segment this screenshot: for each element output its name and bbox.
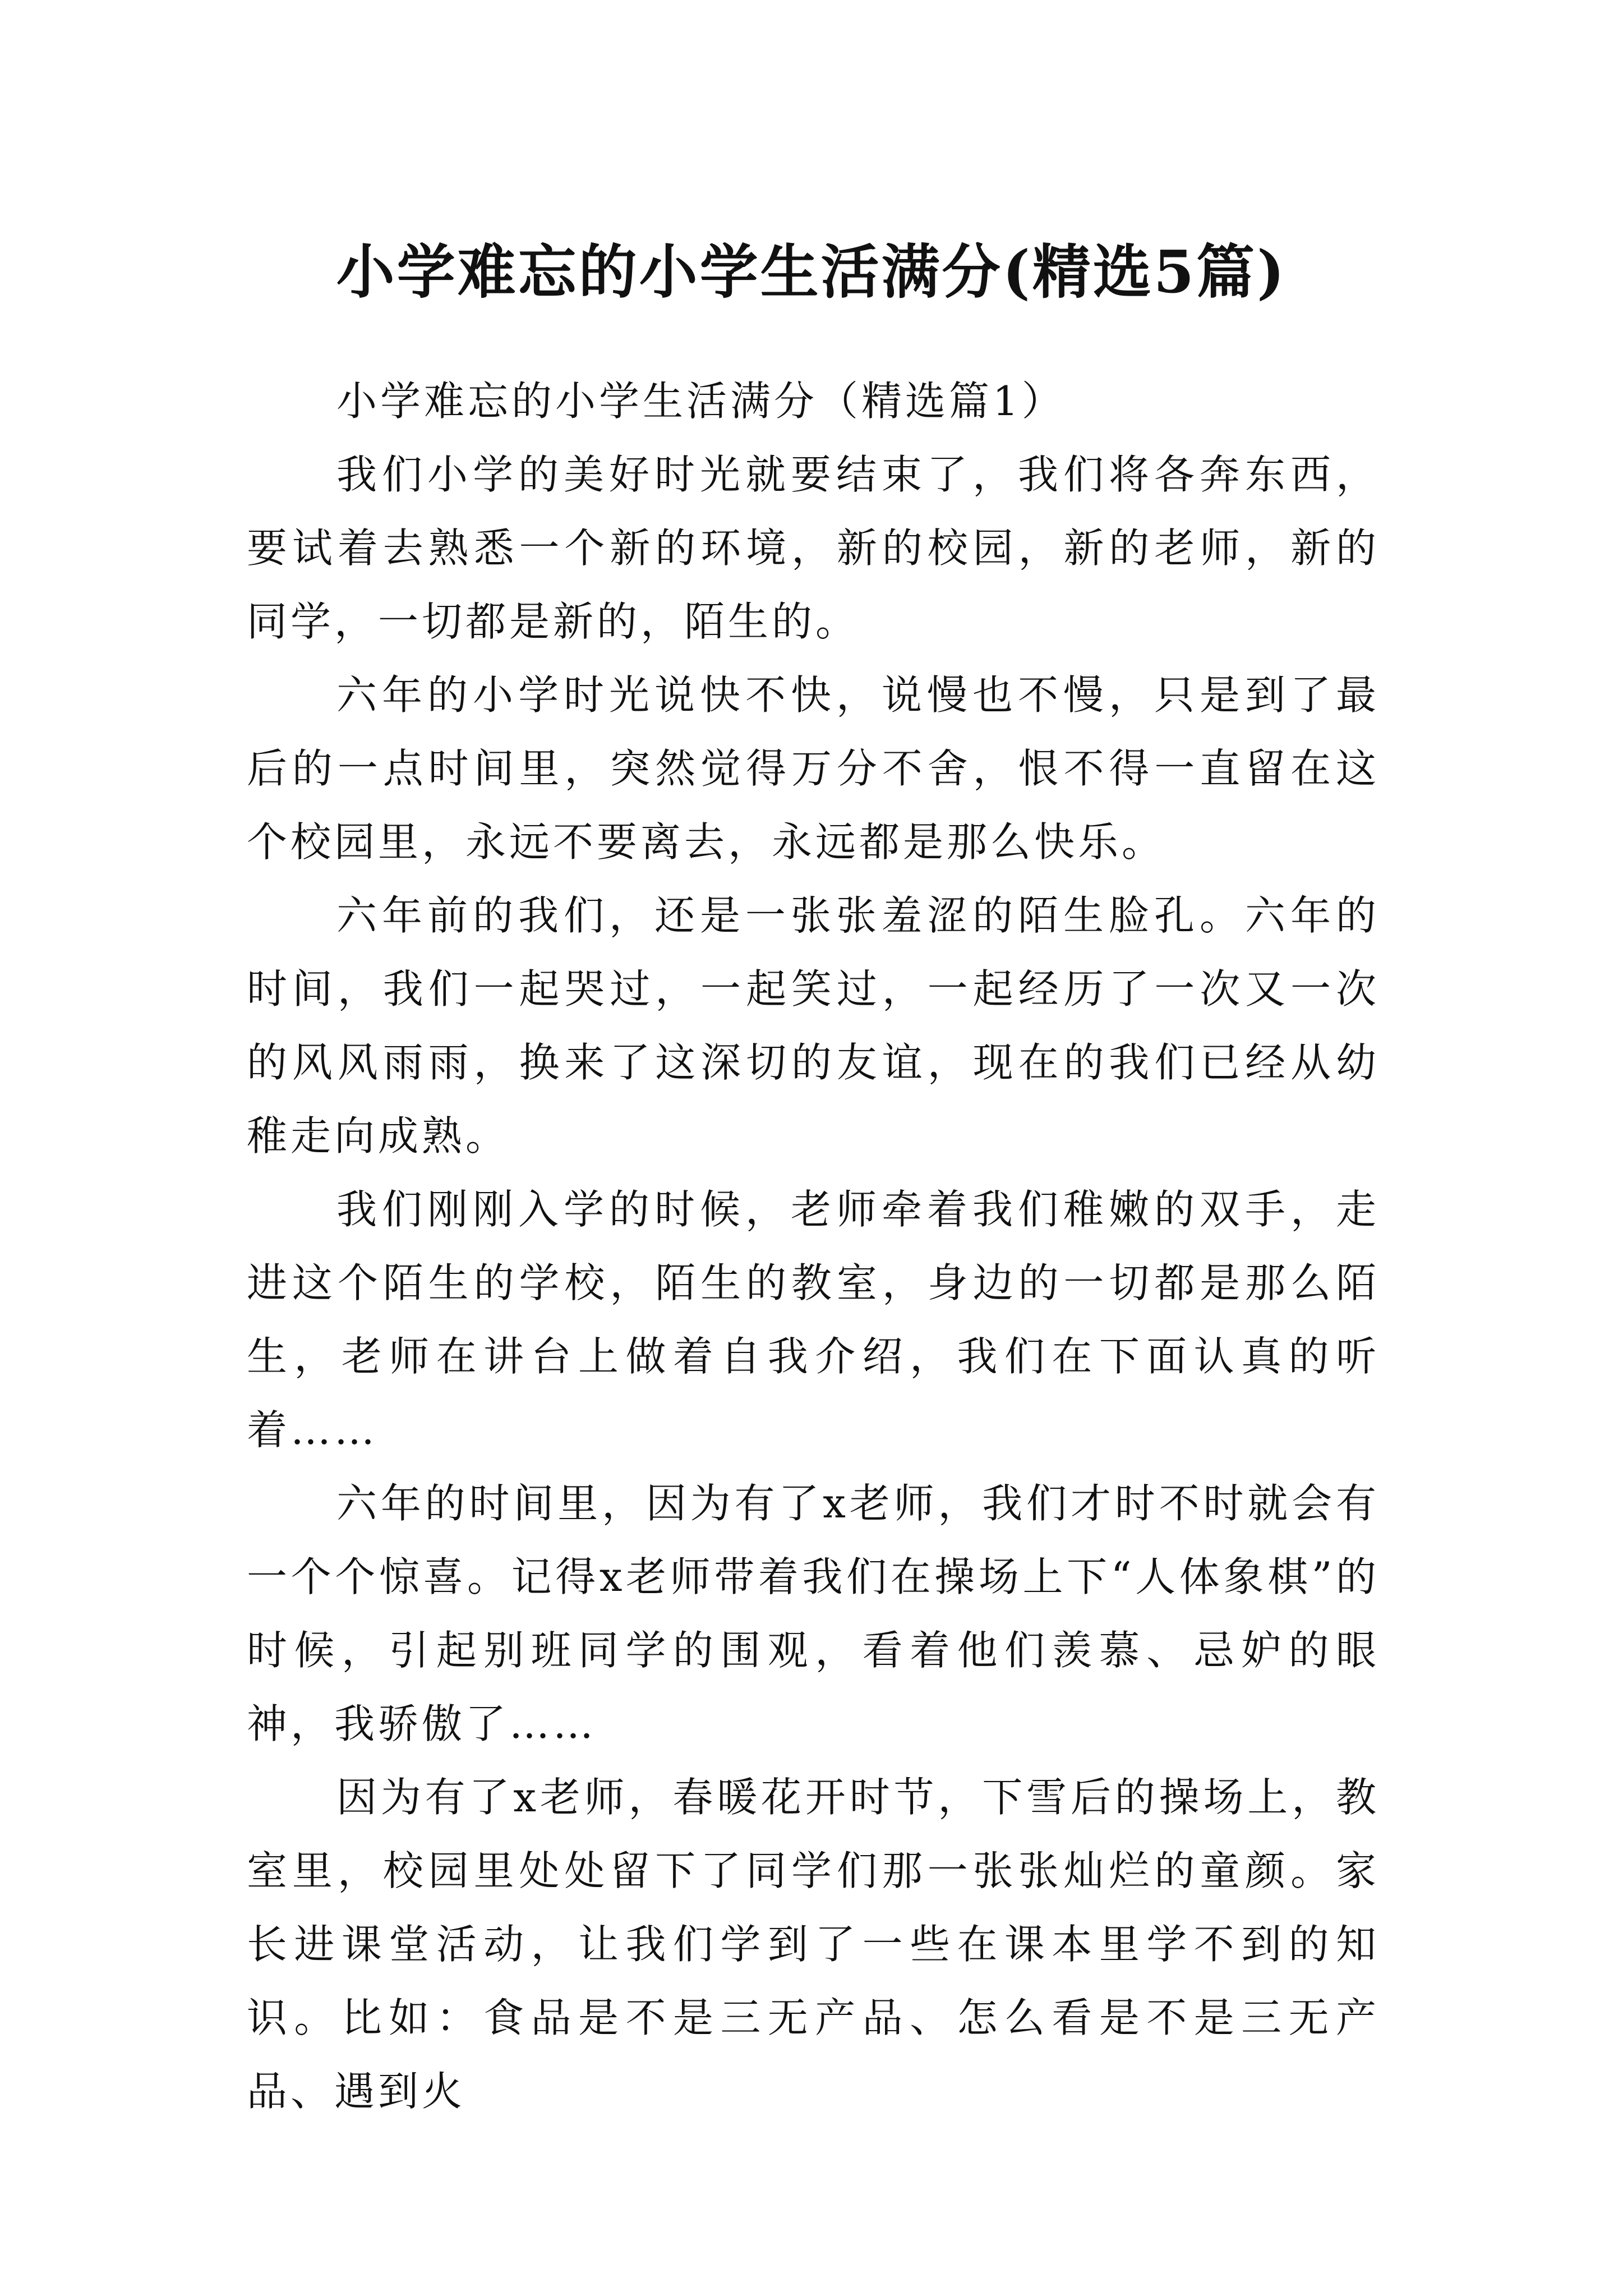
section-heading: 小学难忘的小学生活满分（精选篇1） — [336, 378, 1066, 425]
paragraph: 我们小学的美好时光就要结束了，我们将各奔东西，要试着去熟悉一个新的环境，新的校园，新的老师，新的同学，一切都是新的，陌生的。 — [247, 451, 1380, 645]
paragraph: 因为有了x老师，春暖花开时节，下雪后的操场上，教室里，校园里处处留下了同学们那一张张灿烂的童颜。家长进课堂活动，让我们学到了一些在课本里学不到的知识。比如：食品是不是三无产品、怎么看是不是三无产品、遇到火 — [247, 1774, 1380, 2115]
document-title: 小学难忘的小学生活满分(精选5篇) — [336, 237, 1287, 306]
paragraph: 六年的小学时光说快不快，说慢也不慢，只是到了最后的一点时间里，突然觉得万分不舍，恨不得一直留在这个校园里，永远不要离去，永远都是那么快乐。 — [247, 671, 1380, 866]
document-body — [247, 365, 1380, 2128]
paragraph: 六年前的我们，还是一张张羞涩的陌生脸孔。六年的时间，我们一起哭过，一起笑过，一起经历了一次又一次的风风雨雨，换来了这深切的友谊，现在的我们已经从幼稚走向成熟。 — [247, 892, 1380, 1159]
paragraph: 六年的时间里，因为有了x老师，我们才时不时就会有一个个惊喜。记得x老师带着我们在操场上下“人体象棋”的时候，引起别班同学的围观，看着他们羡慕、忌妒的眼神，我骄傲了…… — [247, 1480, 1380, 1747]
paragraph: 我们刚刚入学的时候，老师牵着我们稚嫩的双手，走进这个陌生的学校，陌生的教室，身边的一切都是那么陌生，老师在讲台上做着自我介绍，我们在下面认真的听着…… — [247, 1186, 1380, 1453]
